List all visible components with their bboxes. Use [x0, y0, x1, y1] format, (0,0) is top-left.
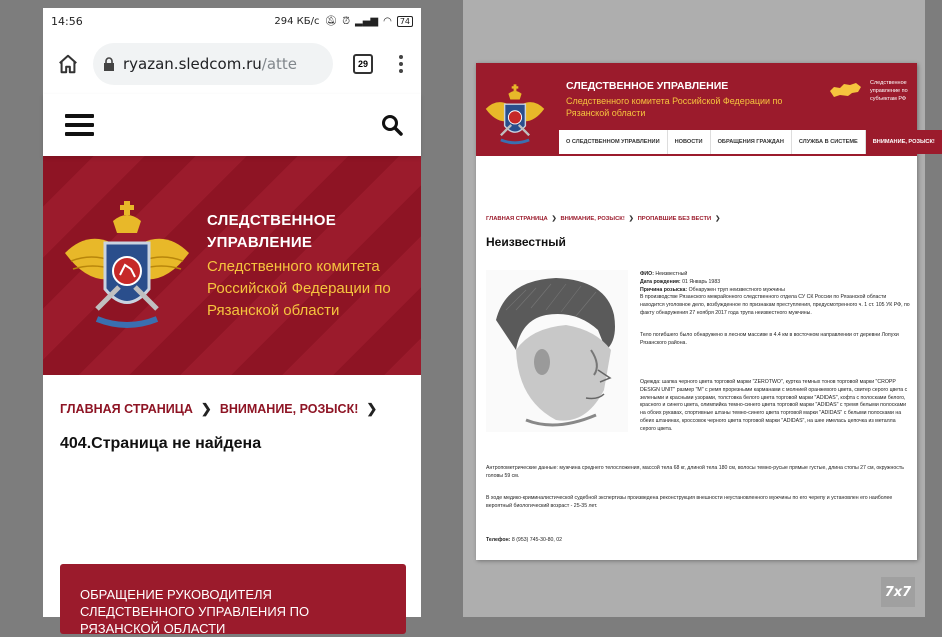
- fio-value: Неизвестный: [655, 271, 688, 277]
- chevron-right-icon: ❯: [628, 216, 634, 222]
- nav-service[interactable]: СЛУЖБА В СИСТЕМЕ: [792, 130, 866, 154]
- chevron-right-icon: ❯: [715, 216, 721, 222]
- url-text: ryazan.sledcom.ru/atte: [123, 55, 298, 73]
- status-bar: [43, 8, 421, 34]
- browser-menu-button[interactable]: [389, 55, 413, 73]
- breadcrumb-wanted-link[interactable]: ВНИМАНИЕ, РОЗЫСК!: [219, 402, 359, 416]
- page-breadcrumb: [486, 216, 720, 222]
- dob-value: 01 Январь 1983: [682, 278, 721, 285]
- breadcrumb-missing-link[interactable]: ПРОПАВШИЕ БЕЗ ВЕСТИ: [637, 216, 712, 222]
- breadcrumb-home-link[interactable]: ГЛАВНАЯ СТРАНИЦА: [486, 216, 548, 222]
- banner-title: СЛЕДСТВЕННОЕ УПРАВЛЕНИЕ: [207, 211, 337, 251]
- hamburger-menu-icon[interactable]: [65, 114, 94, 136]
- regions-link[interactable]: Следственное управление по субъектам РФ: [870, 80, 908, 102]
- tab-switcher-button[interactable]: 29: [353, 54, 373, 74]
- breadcrumb: [43, 401, 421, 417]
- clothing-paragraph: Одежда: шапка черного цвета торговой марки "ZEROTWO", куртка темных тонов торговой марки "CROPP DESIGN UNIT" размер "M" с ремя прорезными карманами с молнией оранжевого цвета, свитер серого цвета с зелеными и красными узорами, толстовка белого цвета торговой марки "ADIDAS", кофта с полосками белого, красного и синего цвета, олимпийка темно-синего цвета торговой марки "ADIDAS" с тремя белыми полосками на обоих рукавах, спортивные штаны темно-синего цвета торговой марки "ADIDAS" с белыми полосками на обеих штанинах, кроссовок черного цвета торговой марки "ADIDAS", на шее имелась цепочка из металла серого цвета.: [640, 379, 908, 432]
- page-title: 404.Страница не найдена: [60, 435, 262, 452]
- network-speed: 294 КБ/с: [274, 15, 320, 27]
- chevron-right-icon: ❯: [366, 401, 378, 416]
- chevron-right-icon: ❯: [200, 401, 212, 416]
- nav-about[interactable]: О СЛЕДСТВЕННОМ УПРАВЛЕНИИ: [559, 130, 668, 154]
- lock-icon: [103, 57, 115, 72]
- banner-subtitle: Следственного комитета Российской Федерации по Рязанской области: [207, 257, 391, 319]
- chevron-right-icon: ❯: [551, 216, 557, 222]
- anthropometry-paragraph: Антропометрические данные: мужчина среднего телосложения, массой тела 68 кг, длиной тела 180 см, волосы темно-русые прямые густые, длина стопы 27 см, окружность головы 59 см.: [486, 465, 904, 479]
- person-info: ФИО: Неизвестный Дата рождения: 01 Январь 1983 Причина розыска: Обнаружен труп неизвестного мужчины В производстве Рязанского межрайонного следственного отдела СУ СК России по Рязанской области находится уголовное дело, возбужденное по признакам преступления, предусмотренного ч. 1 ст. 105 УК РФ, по факту обнаружения 27 ноября 2017 года трупа неизвестного мужчины. Тело погибшего было обнаружено в лесном массиве в 4.4 км в восточном направлении от деревни Лопухи Рязанского района.: [640, 271, 912, 347]
- home-icon: [57, 53, 79, 75]
- signal-icon: ▂▄▆: [355, 15, 379, 27]
- watermark-logo: 7x7: [881, 577, 915, 607]
- home-button[interactable]: [51, 47, 85, 81]
- appeal-button[interactable]: ОБРАЩЕНИЕ РУКОВОДИТЕЛЯ СЛЕДСТВЕННОГО УПРАВЛЕНИЯ ПО РЯЗАНСКОЙ ОБЛАСТИ: [60, 564, 406, 634]
- breadcrumb-home-link[interactable]: ГЛАВНАЯ СТРАНИЦА: [60, 402, 193, 416]
- browser-toolbar: [43, 34, 421, 94]
- site-banner: [43, 156, 421, 375]
- russia-map-icon[interactable]: [828, 81, 862, 99]
- status-time: 14:56: [51, 14, 83, 28]
- case-paragraph: В производстве Рязанского межрайонного следственного отдела СУ СК России по Рязанской области находится уголовное дело, возбужденное по признакам преступления, предусмотренного ч. 1 ст. 105 УК РФ, по факту обнаружения 27 ноября 2017 года трупа неизвестного мужчины.: [640, 294, 910, 316]
- nav-wanted[interactable]: ВНИМАНИЕ, РОЗЫСК!: [866, 130, 942, 154]
- expertise-paragraph: В ходе медико-криминалистической судебной экспертизы произведена реконструкция внешности неустановленного мужчины по его черепу и установлен его наиболее вероятный биологический возраст - 25-35 лет.: [486, 495, 893, 509]
- page-header: [476, 63, 935, 156]
- face-reconstruction-sketch: [486, 270, 628, 432]
- emblem-logo: [482, 77, 548, 153]
- page-header-subtitle: Следственного комитета Российской Федерации по Рязанской области: [566, 96, 783, 118]
- battery-icon: 74: [397, 16, 413, 27]
- emblem-logo: [57, 191, 197, 341]
- site-header: [43, 94, 421, 156]
- phone-screenshot: [43, 8, 421, 636]
- search-icon[interactable]: [381, 114, 403, 136]
- alarm-icon: ⏰︎: [342, 15, 350, 27]
- nav-news[interactable]: НОВОСТИ: [668, 130, 711, 154]
- reason-value: Обнаружен труп неизвестного мужчины: [688, 286, 785, 293]
- address-bar[interactable]: [93, 43, 333, 85]
- page-header-title: СЛЕДСТВЕННОЕ УПРАВЛЕНИЕ: [566, 80, 729, 92]
- person-heading: Неизвестный: [486, 235, 566, 249]
- mute-icon: 🔕︎: [324, 15, 338, 27]
- contact-phone: Телефон: 8 (953) 745-30-80, 02: [486, 537, 563, 543]
- printed-page: [476, 63, 935, 560]
- page-nav: [559, 130, 935, 154]
- breadcrumb-wanted-link[interactable]: ВНИМАНИЕ, РОЗЫСК!: [560, 216, 625, 222]
- nav-appeals[interactable]: ОБРАЩЕНИЯ ГРАЖДАН: [711, 130, 792, 154]
- status-indicators: [274, 16, 413, 27]
- location-paragraph: Тело погибшего было обнаружено в лесном массиве в 4.4 км в восточном направлении от деревни Лопухи Рязанского района.: [640, 331, 899, 346]
- wifi-icon: ◠: [383, 15, 392, 27]
